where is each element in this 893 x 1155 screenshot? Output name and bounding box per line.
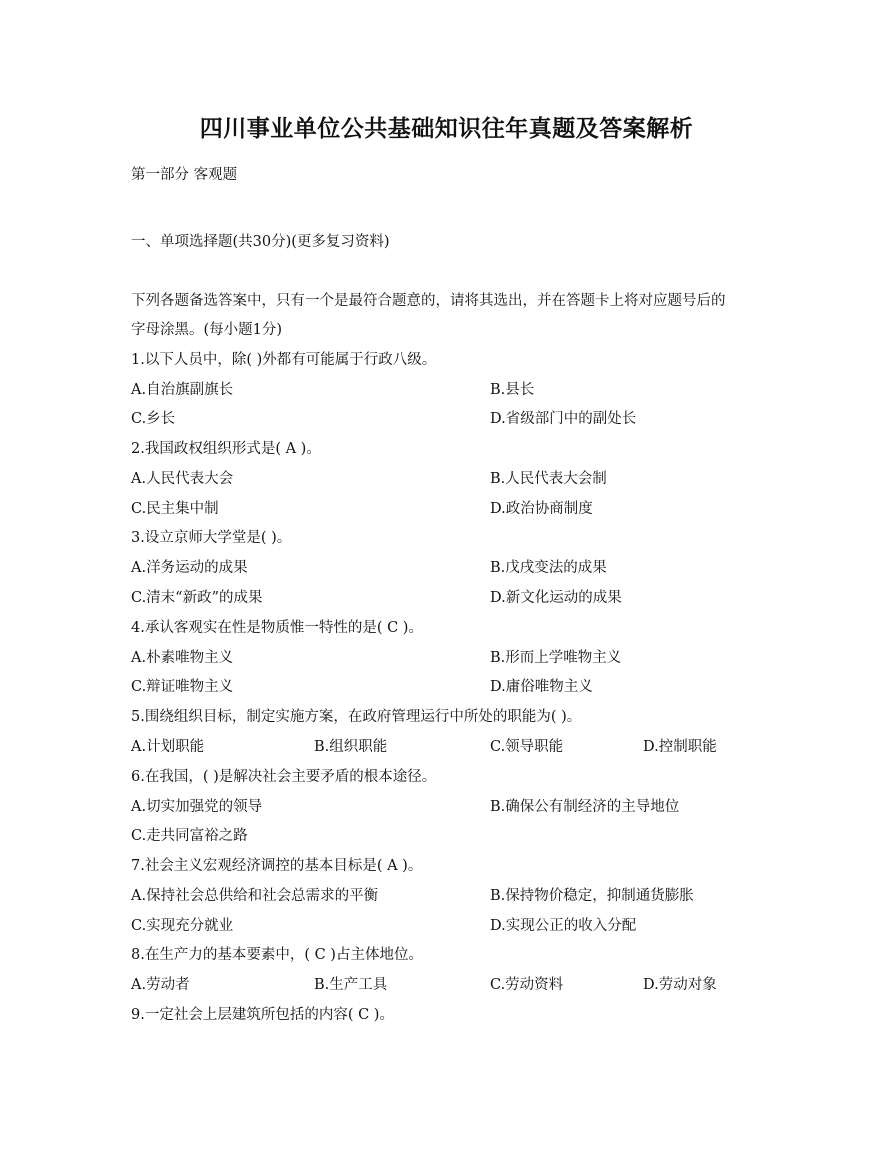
option-c: C.辩证唯物主义 — [131, 679, 234, 695]
option-b: B.形而上学唯物主义 — [490, 650, 622, 666]
option-b: B.县长 — [490, 382, 535, 398]
option-d: D.政治协商制度 — [490, 501, 593, 517]
option-c: C.领导职能 — [490, 739, 564, 755]
question-stem: 5.围绕组织目标，制定实施方案，在政府管理运行中所处的职能为( )。 — [131, 709, 582, 725]
option-a: A.计划职能 — [131, 739, 205, 755]
question-stem: 9.一定社会上层建筑所包括的内容( C )。 — [131, 1007, 394, 1023]
section-heading: 一、单项选择题(共30分)(更多复习资料) — [131, 234, 390, 250]
option-a: A.朴素唯物主义 — [131, 650, 234, 666]
option-c: C.乡长 — [131, 411, 176, 427]
option-c: C.民主集中制 — [131, 501, 219, 517]
option-d: D.庸俗唯物主义 — [490, 679, 593, 695]
option-d: D.实现公正的收入分配 — [490, 918, 637, 934]
option-b: B.组织职能 — [314, 739, 388, 755]
option-a: A.切实加强党的领导 — [131, 799, 263, 815]
option-b: B.确保公有制经济的主导地位 — [490, 799, 680, 815]
option-a: A.洋务运动的成果 — [131, 560, 248, 576]
option-c: C.走共同富裕之路 — [131, 828, 248, 844]
option-d: D.控制职能 — [643, 739, 717, 755]
option-b: B.人民代表大会制 — [490, 471, 607, 487]
question-stem: 1.以下人员中，除( )外都有可能属于行政八级。 — [131, 352, 437, 368]
question-stem: 2.我国政权组织形式是( A )。 — [131, 441, 321, 457]
instructions-line-2: 字母涂黑。(每小题1分) — [131, 322, 283, 338]
document-title: 四川事业单位公共基础知识往年真题及答案解析 — [199, 116, 694, 142]
question-stem: 3.设立京师大学堂是( )。 — [131, 530, 292, 546]
option-d: D.省级部门中的副处长 — [490, 411, 637, 427]
question-stem: 8.在生产力的基本要素中，( C )占主体地位。 — [131, 947, 423, 963]
option-c: C.清末“新政”的成果 — [131, 590, 263, 606]
option-b: B.保持物价稳定，抑制通货膨胀 — [490, 888, 694, 904]
instructions-line-1: 下列各题备选答案中，只有一个是最符合题意的，请将其选出，并在答题卡上将对应题号后的 — [131, 293, 726, 309]
option-a: A.人民代表大会 — [131, 471, 234, 487]
option-b: B.戊戌变法的成果 — [490, 560, 607, 576]
option-a: A.自治旗副旗长 — [131, 382, 234, 398]
part-heading: 第一部分 客观题 — [131, 167, 238, 183]
question-stem: 6.在我国，( )是解决社会主要矛盾的根本途径。 — [131, 769, 437, 785]
question-stem: 7.社会主义宏观经济调控的基本目标是( A )。 — [131, 858, 423, 874]
option-a: A.劳动者 — [131, 977, 190, 993]
option-d: D.劳动对象 — [643, 977, 717, 993]
option-c: C.实现充分就业 — [131, 918, 234, 934]
option-b: B.生产工具 — [314, 977, 388, 993]
question-stem: 4.承认客观实在性是物质惟一特性的是( C )。 — [131, 620, 423, 636]
option-a: A.保持社会总供给和社会总需求的平衡 — [131, 888, 379, 904]
option-d: D.新文化运动的成果 — [490, 590, 622, 606]
option-c: C.劳动资料 — [490, 977, 564, 993]
